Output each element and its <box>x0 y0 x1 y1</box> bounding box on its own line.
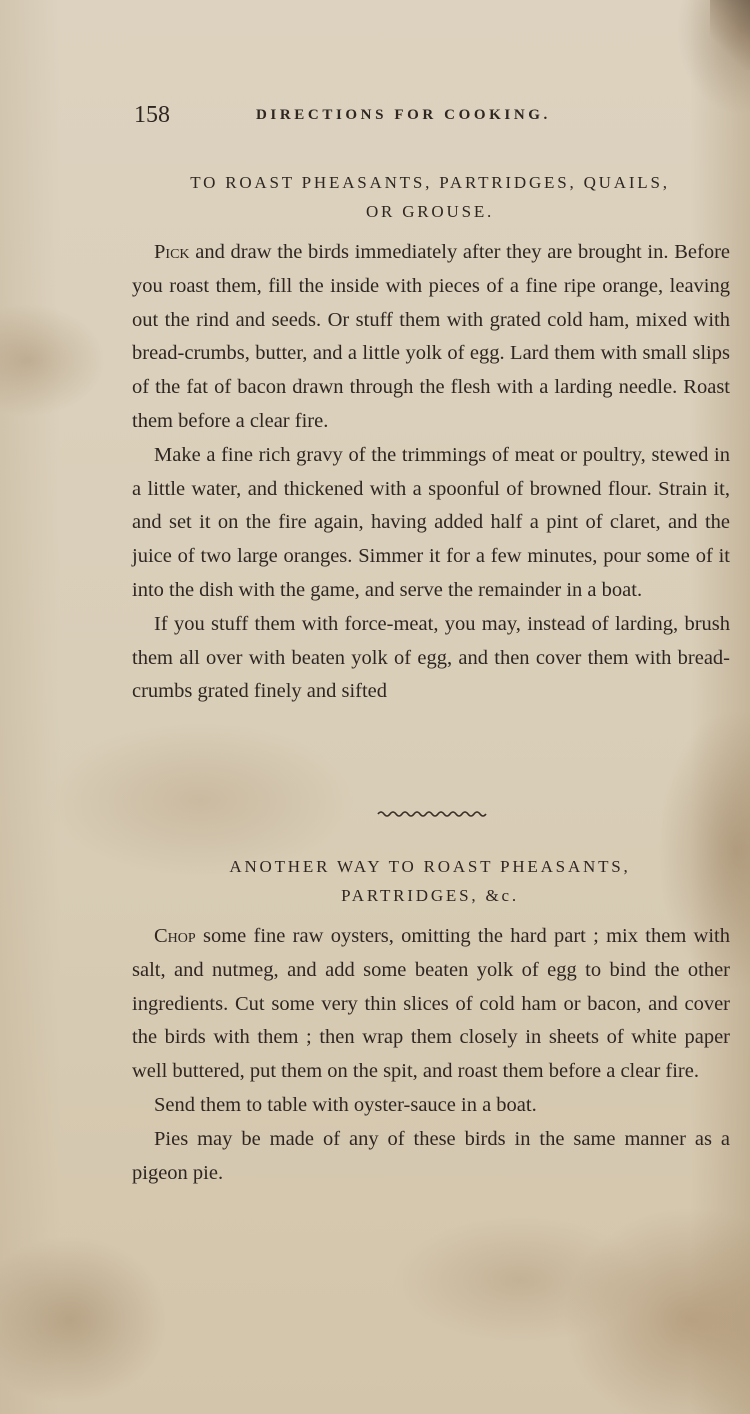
recipe-body-roast-pheasants <box>132 236 730 709</box>
paragraph-text: If you stuff them with force-meat, you may, instead of larding, brush them all over with beaten yolk of egg, and then cover them with bread-crumbs grated finely and sifted <box>132 612 730 703</box>
title-line: PARTRIDGES, &c. <box>341 886 519 905</box>
paragraph <box>132 608 730 709</box>
title-line: TO ROAST PHEASANTS, PARTRIDGES, QUAILS, <box>190 173 670 192</box>
paragraph-text: some fine raw oysters, omitting the hard part ; mix them with salt, and nutmeg, and add some beaten yolk of egg to bind the other ingredients. Cut some very thin slices of cold ham or bacon, and cover the birds with them ; then wrap them closely in sheets of white paper well buttered, put them on the spit, and roast them before a clear fire. <box>132 925 730 1083</box>
paragraph <box>132 439 730 608</box>
recipe-title-roast-pheasants <box>120 168 740 226</box>
running-head: DIRECTIONS FOR COOKING. <box>256 107 551 123</box>
paragraph-text: Make a fine rich gravy of the trimmings of meat or poultry, stewed in a little water, and thickened with a spoonful of browned flour. Strain it, and set it on the fire again, having added half a pint of claret, and the juice of two large oranges. Simmer it for a few minutes, pour some of it into the dish with the game, and serve the remainder in a boat. <box>132 443 730 601</box>
paragraph-text: Pies may be made of any of these birds in the same manner as a pigeon pie. <box>132 1127 730 1184</box>
paragraph-lead-word: Chop <box>154 925 196 947</box>
paragraph <box>132 236 730 439</box>
paragraph-text: Send them to table with oyster-sauce in a boat. <box>154 1093 537 1116</box>
recipe-title-another-way <box>120 852 740 910</box>
recipe-body-another-way <box>132 920 730 1190</box>
paragraph <box>132 1089 730 1123</box>
title-line: ANOTHER WAY TO ROAST PHEASANTS, <box>229 857 631 876</box>
paragraph <box>132 1123 730 1191</box>
paragraph-text: and draw the birds immediately after they are brought in. Before you roast them, fill the inside with pieces of a fine ripe orange, leaving out the rind and seeds. Or stuff them with grated cold ham, mixed with bread-crumbs, butter, and a little yolk of egg. Lard them with small slips of the fat of bacon drawn through the flesh with a larding needle. Roast them before a clear fire. <box>132 241 730 432</box>
page-number: 158 <box>134 102 170 128</box>
section-divider-ornament <box>376 808 488 820</box>
title-line: OR GROUSE. <box>365 202 495 221</box>
page-header <box>134 98 634 132</box>
paragraph-lead-word: Pick <box>154 241 190 263</box>
page-corner-fold <box>710 0 750 70</box>
paragraph <box>132 920 730 1089</box>
